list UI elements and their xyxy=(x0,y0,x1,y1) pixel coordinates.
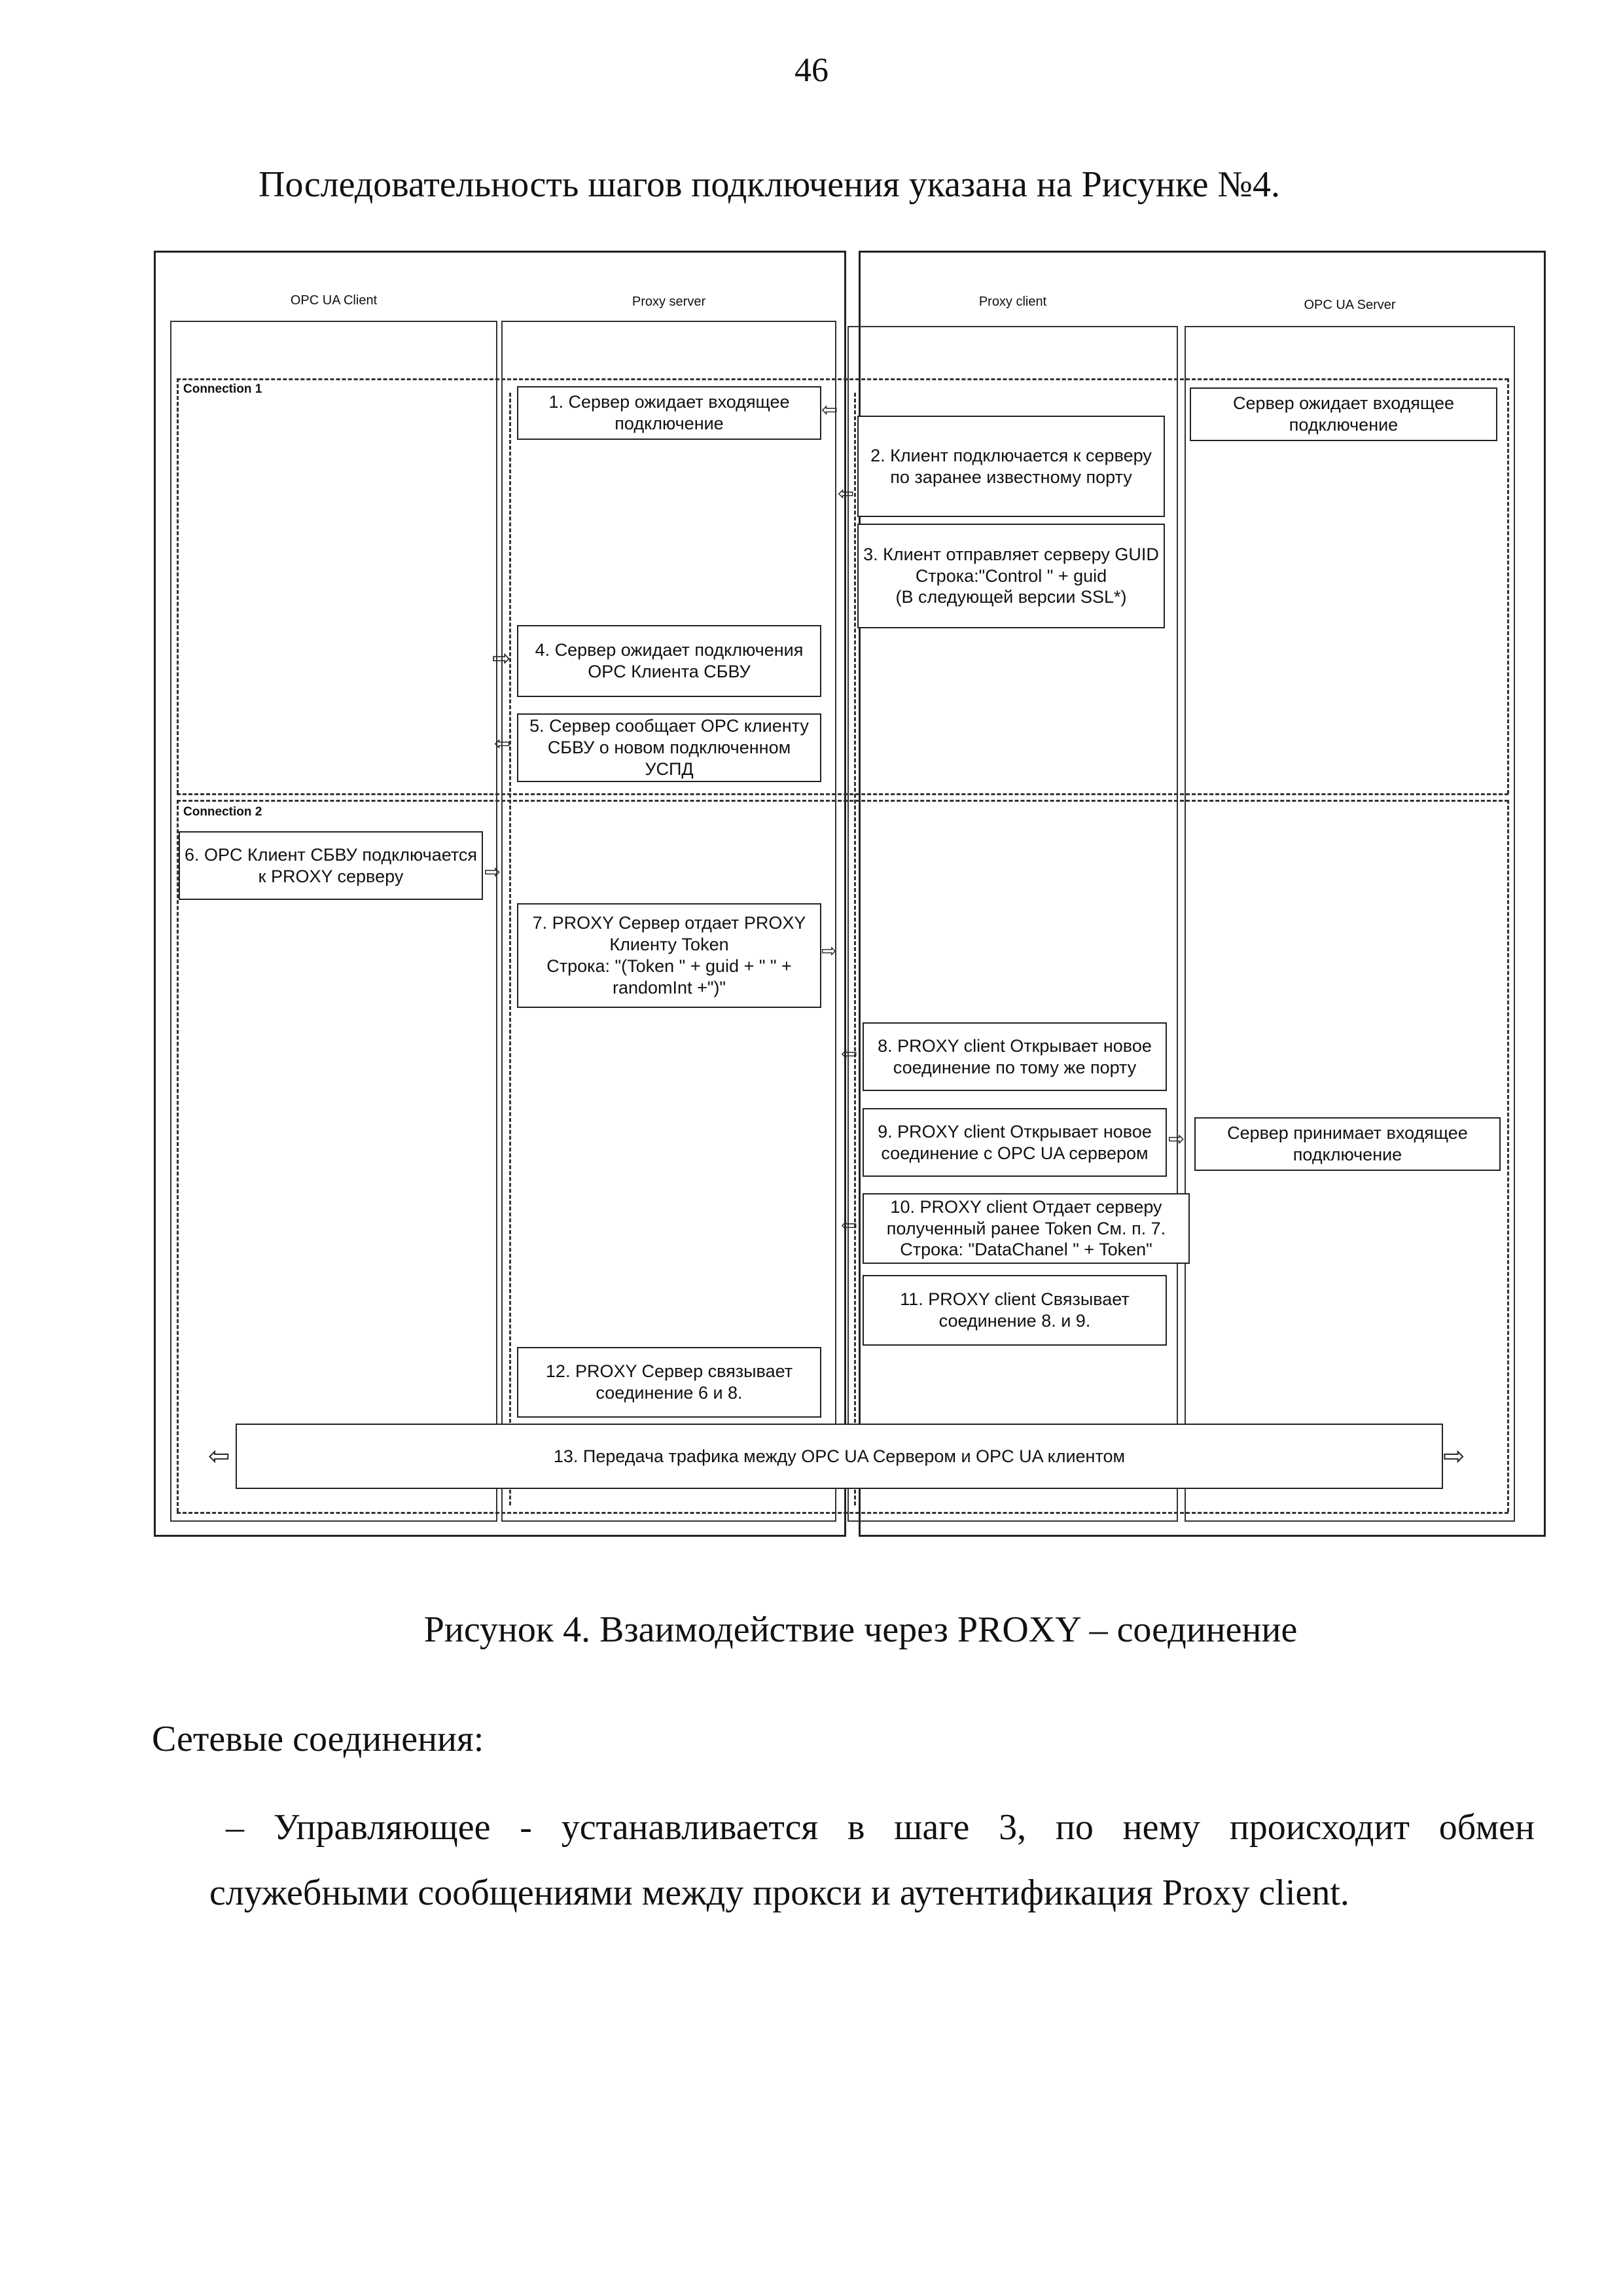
lane-title-opc-client: OPC UA Client xyxy=(290,293,378,308)
connection-2-right-border xyxy=(1507,800,1509,1512)
traffic-right-arrow-icon: ⇨ xyxy=(1443,1441,1465,1471)
opc-server-wait-text: Сервер ожидает входящее подключение xyxy=(1232,393,1454,435)
step-7-text: 7. PROXY Сервер отдает PROXY Клиенту Token Строка: "(Token " + guid + " " + randomInt +")" xyxy=(532,913,806,997)
step-4-box xyxy=(517,625,821,697)
step-12-box xyxy=(517,1347,821,1418)
lane-title-opc-server: OPC UA Server xyxy=(1304,298,1396,312)
connection-2-top-border-b xyxy=(177,800,1508,802)
step-6-arrow-icon: ⇨ xyxy=(484,861,501,883)
step-4-arrow-icon: ⇨ xyxy=(492,647,511,671)
step-3-text: 3. Клиент отправляет серверу GUID Строка:"Control " + guid (В следующей версии SSL*) xyxy=(863,544,1159,607)
connection-2-left-border xyxy=(177,800,179,1512)
step-10-box xyxy=(863,1193,1190,1264)
step-6-text: 6. OPC Клиент СБВУ подключается к PROXY серверу xyxy=(184,844,478,886)
step-8-text: 8. PROXY client Открывает новое соединение по тому же порту xyxy=(878,1035,1152,1077)
connection-2-bottom-border xyxy=(177,1512,1508,1514)
connection-1-left-border xyxy=(177,378,179,794)
lane-title-proxy-client: Proxy client xyxy=(978,295,1047,309)
step-5-text: 5. Сервер сообщает OPC клиенту СБВУ о новом подключенном УСПД xyxy=(529,716,809,779)
step-9-box xyxy=(863,1108,1167,1177)
proxy-client-lifeline xyxy=(854,393,856,1505)
step-2-box xyxy=(857,416,1165,517)
lane-opc-client xyxy=(170,321,497,1522)
step-13-traffic-banner xyxy=(236,1424,1443,1489)
paragraph-line-2: служебными сообщениями между прокси и аутентификация Proxy client. xyxy=(209,1873,1349,1913)
step-7-box xyxy=(517,903,821,1008)
connection-1-label: Connection 1 xyxy=(183,382,262,396)
step-11-box xyxy=(863,1275,1167,1346)
connection-2-top-border-a xyxy=(177,793,1508,795)
step-13-text: 13. Передача трафика между OPC UA Сервером и OPC UA клиентом xyxy=(553,1446,1126,1466)
step-8-arrow-icon: ⇦ xyxy=(841,1043,858,1065)
step-1-text: 1. Сервер ожидает входящее подключение xyxy=(548,392,790,433)
step-9-arrow-icon: ⇨ xyxy=(1168,1128,1185,1150)
step-7-arrow-icon: ⇨ xyxy=(821,941,837,961)
step-12-text: 12. PROXY Сервер связывает соединение 6 и 8. xyxy=(545,1361,793,1403)
step-1-arrow-icon: ⇦ xyxy=(821,399,838,421)
opc-server-accept-box xyxy=(1194,1117,1501,1171)
step-9-text: 9. PROXY client Открывает новое соединение с OPC UA сервером xyxy=(878,1121,1152,1163)
step-5-box xyxy=(517,713,821,782)
step-1-box xyxy=(517,386,821,440)
step-8-box xyxy=(863,1022,1167,1091)
step-3-box xyxy=(857,524,1165,628)
connection-1-right-border xyxy=(1507,378,1509,794)
paragraph-line-1: – Управляющее - устанавливается в шаге 3, по нему происходит обмен xyxy=(226,1807,1535,1848)
traffic-left-arrow-icon: ⇦ xyxy=(208,1441,230,1471)
step-10-arrow-icon: ⇦ xyxy=(841,1215,858,1236)
lane-opc-server xyxy=(1185,326,1515,1522)
proxy-server-lifeline xyxy=(509,393,511,1505)
step-11-text: 11. PROXY client Связывает соединение 8. и 9. xyxy=(900,1289,1130,1331)
step-2-text: 2. Клиент подключается к серверу по заранее известному порту xyxy=(870,445,1152,487)
opc-server-accept-text: Сервер принимает входящее подключение xyxy=(1227,1123,1468,1164)
lane-title-proxy-server: Proxy server xyxy=(632,295,706,309)
connection-2-label: Connection 2 xyxy=(183,805,262,819)
figure-caption: Рисунок 4. Взаимодействие через PROXY – соединение xyxy=(423,1609,1298,1650)
section-heading: Сетевые соединения: xyxy=(152,1719,484,1759)
opc-server-wait-box xyxy=(1190,387,1497,441)
connection-1-top-border xyxy=(177,378,1508,380)
step-4-text: 4. Сервер ожидает подключения OPC Клиента СБВУ xyxy=(535,640,804,681)
step-10-text: 10. PROXY client Отдает серверу полученный ранее Token См. п. 7. Строка: "DataChanel " + Token" xyxy=(886,1196,1166,1260)
intro-text: Последовательность шагов подключения указана на Рисунке №4. xyxy=(259,164,1280,205)
step-6-box xyxy=(179,831,483,900)
page-number: 46 xyxy=(794,52,829,89)
step-5-arrow-icon: ⇦ xyxy=(494,733,511,755)
step-2-arrow-icon: ⇦ xyxy=(838,483,855,505)
